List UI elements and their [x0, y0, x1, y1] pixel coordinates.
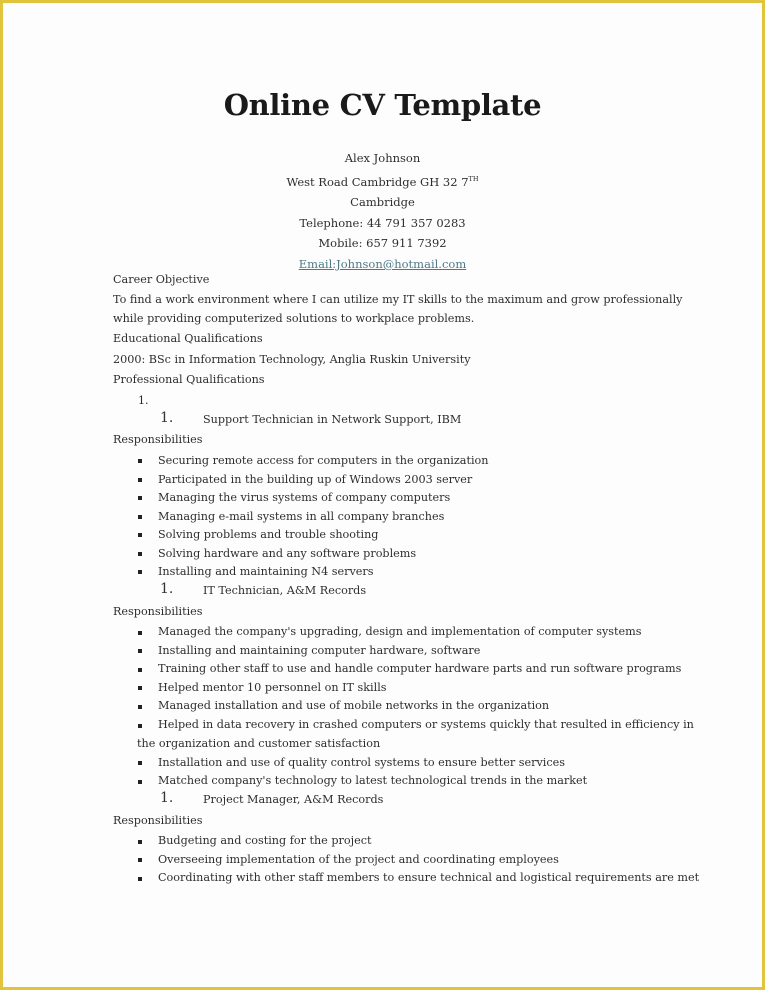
bullet-icon — [138, 515, 142, 519]
bullet-icon — [138, 478, 142, 482]
list-item: Budgeting and costing for the project — [158, 834, 372, 847]
list-item: Securing remote access for computers in the organization — [158, 454, 489, 467]
bullet-icon — [138, 496, 142, 500]
list-item: Training other staff to use and handle computer hardware parts and run software programs — [158, 662, 682, 675]
responsibilities-heading-2: Responsibilities — [113, 605, 203, 618]
education-item: 2000: BSc in Information Technology, Anglia Ruskin University — [113, 353, 471, 366]
list-item: Managed installation and use of mobile networks in the organization — [158, 699, 550, 712]
list-item: Managing e-mail systems in all company branches — [158, 510, 445, 523]
job-marker: 1. — [160, 790, 174, 806]
bullet-icon — [138, 724, 142, 728]
job-title-1: Support Technician in Network Support, IBM — [203, 413, 462, 426]
responsibilities-heading-3: Responsibilities — [113, 814, 203, 827]
section-heading-professional: Professional Qualifications — [113, 373, 265, 386]
career-objective-line-1: To find a work environment where I can utilize my IT skills to the maximum and grow professionally — [113, 293, 683, 306]
contact-telephone: Telephone: 44 791 357 0283 — [299, 215, 466, 230]
list-item: Managed the company's upgrading, design and implementation of computer systems — [158, 625, 642, 638]
bullet-icon — [138, 686, 142, 690]
contact-city: Cambridge — [350, 195, 415, 210]
contact-block — [0, 148, 765, 275]
list-item: Managing the virus systems of company computers — [158, 491, 451, 504]
list-item: Installing and maintaining N4 servers — [158, 565, 374, 578]
job-marker: 1. — [160, 410, 174, 426]
list-item: Coordinating with other staff members to ensure technical and logistical requirements are met — [158, 871, 700, 884]
bullet-icon — [138, 459, 142, 463]
bullet-icon — [138, 705, 142, 709]
address-superscript: TH — [468, 174, 479, 183]
outer-list-marker: 1. — [138, 394, 149, 407]
list-item: Matched company's technology to latest technological trends in the market — [158, 774, 588, 787]
list-item: Helped in data recovery in crashed computers or systems quickly that resulted in efficiency in — [158, 718, 694, 731]
contact-name: Alex Johnson — [344, 151, 421, 165]
bullet-icon — [138, 840, 142, 844]
job-title-3: Project Manager, A&M Records — [203, 793, 384, 806]
bullet-icon — [138, 570, 142, 574]
list-item: Installing and maintaining computer hardware, software — [158, 644, 481, 657]
bullet-icon — [138, 858, 142, 862]
section-heading-career-objective: Career Objective — [113, 273, 210, 286]
section-heading-education: Educational Qualifications — [113, 332, 263, 345]
email-link[interactable]: Email:Johnson@hotmail.com — [298, 256, 467, 271]
bullet-icon — [138, 780, 142, 784]
bullet-icon — [138, 649, 142, 653]
list-item: Solving hardware and any software problems — [158, 547, 417, 560]
bullet-icon — [138, 761, 142, 765]
bullet-icon — [138, 552, 142, 556]
address-text: West Road Cambridge GH 32 7 — [286, 174, 469, 189]
list-item: Helped mentor 10 personnel on IT skills — [158, 681, 387, 694]
contact-address — [0, 169, 765, 193]
list-item-continuation: the organization and customer satisfaction — [137, 737, 381, 750]
job-marker: 1. — [160, 581, 174, 597]
list-item: Overseeing implementation of the project and coordinating employees — [158, 853, 559, 866]
bullet-icon — [138, 533, 142, 537]
bullet-icon — [138, 877, 142, 881]
list-item: Solving problems and trouble shooting — [158, 528, 379, 541]
bullet-icon — [138, 631, 142, 635]
list-item: Installation and use of quality control systems to ensure better services — [158, 756, 566, 769]
page-title: Online CV Template — [223, 88, 542, 122]
career-objective-line-2: while providing computerized solutions to workplace problems. — [113, 312, 475, 325]
list-item: Participated in the building up of Windows 2003 server — [158, 473, 473, 486]
responsibilities-heading-1: Responsibilities — [113, 433, 203, 446]
bullet-icon — [138, 668, 142, 672]
contact-mobile: Mobile: 657 911 7392 — [318, 236, 447, 251]
job-title-2: IT Technician, A&M Records — [203, 584, 367, 597]
